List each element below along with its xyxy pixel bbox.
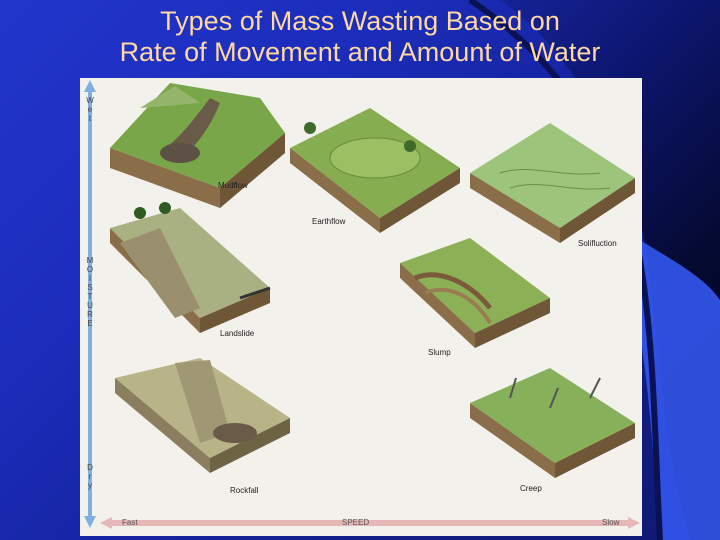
moisture-letter: E — [87, 319, 93, 328]
moisture-letter: M — [86, 256, 94, 265]
speed-fast-label: Fast — [122, 518, 138, 527]
label-solifluction: Solifluction — [578, 239, 617, 248]
label-earthflow: Earthflow — [312, 217, 346, 226]
mudflow-block — [110, 83, 285, 208]
title-line-2: Rate of Movement and Amount of Water — [119, 37, 601, 67]
moisture-letter: r — [88, 472, 92, 481]
moisture-letter: y — [88, 481, 92, 490]
moisture-top-label — [85, 96, 95, 123]
title-line-1: Types of Mass Wasting Based on — [160, 6, 560, 36]
label-slump: Slump — [428, 348, 451, 357]
creep-block — [470, 368, 635, 478]
moisture-letter: T — [87, 292, 93, 301]
moisture-letter: U — [87, 301, 93, 310]
speed-axis-label: SPEED — [342, 518, 370, 527]
figure-illustration — [80, 78, 642, 536]
earthflow-block — [290, 108, 460, 233]
moisture-letter: t — [88, 114, 92, 123]
moisture-letter: I — [88, 274, 92, 283]
mass-wasting-figure — [80, 78, 642, 536]
landslide-block — [110, 202, 270, 333]
moisture-letter: O — [86, 265, 94, 274]
label-mudflow: Mudflow — [218, 181, 248, 190]
speed-slow-label: Slow — [602, 518, 620, 527]
moisture-letter: R — [87, 310, 93, 319]
moisture-letter: e — [87, 105, 93, 114]
moisture-letter: W — [86, 96, 94, 105]
slide-title — [0, 6, 720, 68]
slump-block — [400, 238, 550, 348]
moisture-letter: S — [87, 283, 93, 292]
moisture-bottom-label — [85, 463, 95, 490]
label-creep: Creep — [520, 484, 542, 493]
moisture-middle-label — [85, 256, 95, 328]
label-landslide: Landslide — [220, 329, 255, 338]
solifluction-block — [470, 123, 635, 243]
rockfall-block — [115, 358, 290, 473]
label-rockfall: Rockfall — [230, 486, 259, 495]
moisture-letter: D — [87, 463, 93, 472]
